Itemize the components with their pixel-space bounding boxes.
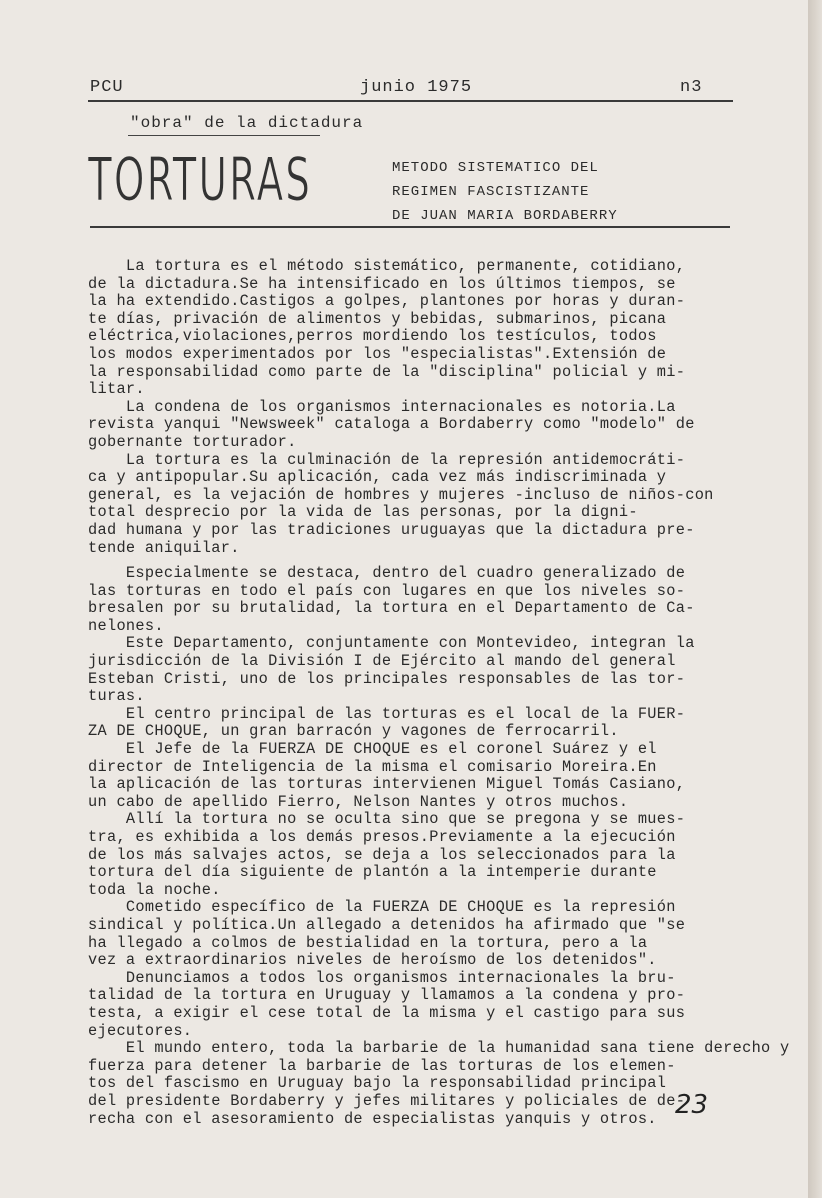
body-line: total desprecio por la vida de las personas, por la digni- [88, 503, 638, 522]
body-line: director de Inteligencia de la misma el comisario Moreira.En [88, 757, 657, 776]
body-line: dad humana y por las tradiciones uruguayas que la dictadura pre- [88, 520, 695, 539]
body-line: jurisdicción de la División I de Ejército al mando del general [88, 652, 676, 671]
description-line-1: METODO SISTEMATICO DEL [392, 160, 599, 176]
page-edge [808, 0, 822, 1198]
header-date: junio 1975 [360, 78, 473, 97]
body-line: fuerza para detener la barbarie de las torturas de los elemen- [88, 1056, 676, 1075]
body-line: El Jefe de la FUERZA DE CHOQUE es el coronel Suárez y el [88, 740, 657, 759]
page-number: 23 [675, 1090, 709, 1120]
header-rule [88, 100, 733, 102]
body-line: La tortura es el método sistemático, permanente, cotidiano, [88, 257, 686, 275]
body-line: bresalen por su brutalidad, la tortura en el Departamento de Ca- [88, 599, 695, 618]
description-line-3: DE JUAN MARIA BORDABERRY [392, 208, 618, 224]
body-line: sindical y política.Un allegado a detenidos ha afirmado que "se [88, 915, 686, 934]
body-line: te días, privación de alimentos y bebidas, submarinos, picana [88, 309, 667, 328]
body-line: la ha extendido.Castigos a golpes, plantones por horas y duran- [88, 292, 686, 311]
description-line-2: REGIMEN FASCISTIZANTE [392, 184, 590, 200]
body-line: de la dictadura.Se ha intensificado en los últimos tiempos, se [88, 274, 676, 293]
body-line: del presidente Bordaberry y jefes militares y policiales de de- [88, 1091, 686, 1110]
body-line: Esteban Cristi, uno de los principales responsables de las tor- [88, 669, 686, 688]
body-line: ZA DE CHOQUE, un gran barracón y vagones de ferrocarril. [88, 722, 619, 741]
page-header [90, 78, 730, 100]
body-line: toda la noche. [88, 880, 221, 899]
body-line: la responsabilidad como parte de la "disciplina" policial y mi- [88, 362, 686, 381]
body-line: recha con el asesoramiento de especialistas yanquis y otros. [88, 1109, 657, 1128]
body-line: los modos experimentados por los "especialistas".Extensión de [88, 344, 667, 363]
body-line: un cabo de apellido Fierro, Nelson Nantes y otros muchos. [88, 792, 629, 811]
body-line: turas. [88, 687, 145, 706]
body-line: El centro principal de las torturas es el local de la FUER- [88, 704, 686, 723]
subtitle-rule [128, 135, 320, 136]
page-title: TORTURAS [88, 145, 313, 215]
body-line: Este Departamento, conjuntamente con Montevideo, integran la [88, 634, 695, 653]
body-line: de los más salvajes actos, se deja a los seleccionados para la [88, 845, 676, 864]
body-line: nelones. [88, 616, 164, 635]
body-line: Cometido específico de la FUERZA DE CHOQUE es la represión [88, 898, 676, 917]
header-issue: n3 [680, 78, 703, 97]
body-line: tortura del día siguiente de plantón a la intemperie durante [88, 863, 657, 882]
body-line: tra, es exhibida a los demás presos.Previamente a la ejecución [88, 828, 676, 846]
body-line: talidad de la tortura en Uruguay y llamamos a la condena y pro- [88, 986, 686, 1005]
body-line: gobernante torturador. [88, 432, 297, 451]
body-line: tende aniquilar. [88, 538, 240, 557]
body-line: La condena de los organismos internacionales es notoria.La [88, 397, 676, 416]
body-line: revista yanqui "Newsweek" cataloga a Bordaberry como "modelo" de [88, 415, 695, 434]
article-body [88, 257, 790, 1128]
body-line: testa, a exigir el cese total de la misma y el castigo para sus [88, 1003, 686, 1022]
body-line: El mundo entero, toda la barbarie de la humanidad sana tiene derecho y [88, 1039, 790, 1058]
body-line: litar. [88, 380, 145, 399]
body-line: ha llegado a colmos de bestialidad en la tortura, pero a la [88, 933, 648, 952]
body-line: las torturas en todo el país con lugares en que los niveles so- [88, 581, 686, 600]
body-line: La tortura es la culminación de la represión antidemocráti- [88, 450, 686, 469]
header-left: PCU [90, 78, 124, 97]
body-line: ca y antipopular.Su aplicación, cada vez más indiscriminada y [88, 468, 667, 487]
title-rule [90, 226, 730, 228]
body-line: tos del fascismo en Uruguay bajo la responsabilidad principal [88, 1074, 667, 1093]
body-line: Denunciamos a todos los organismos internacionales la bru- [88, 968, 676, 987]
body-line: vez a extraordinarios niveles de heroísmo de los detenidos". [88, 951, 657, 970]
body-line: eléctrica,violaciones,perros mordiendo los testículos, todos [88, 327, 657, 346]
subtitle: "obra" de la dictadura [130, 114, 364, 132]
body-line: la aplicación de las torturas intervienen Miguel Tomás Casiano, [88, 775, 686, 794]
body-line: Especialmente se destaca, dentro del cuadro generalizado de [88, 564, 686, 583]
body-line: ejecutores. [88, 1021, 193, 1040]
body-line: Allí la tortura no se oculta sino que se pregona y se mues- [88, 810, 686, 829]
body-line: general, es la vejación de hombres y mujeres -incluso de niños-con [88, 485, 714, 504]
